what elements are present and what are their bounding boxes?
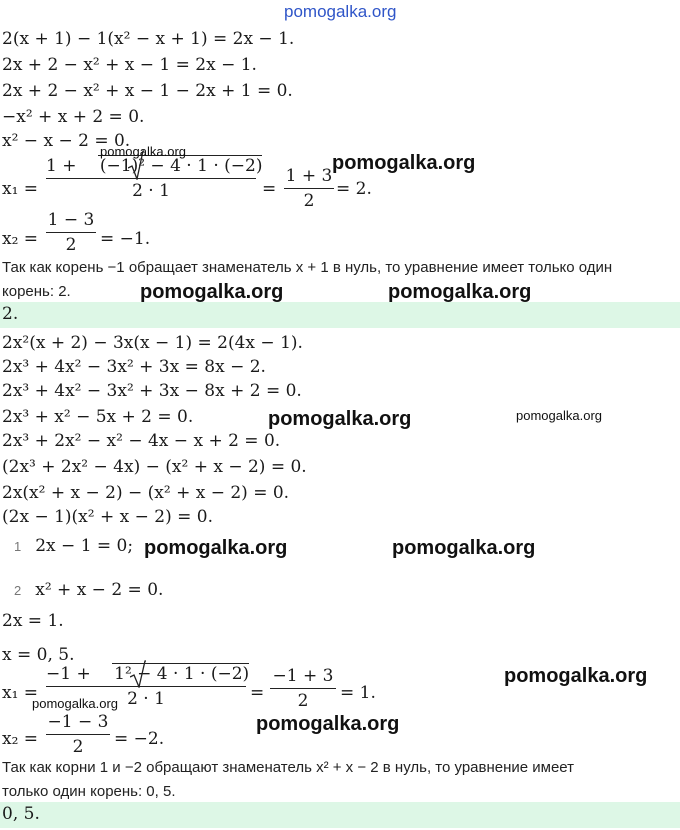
equation-line: 2x³ + 4x² − 3x² + 3x − 8x + 2 = 0. [2,381,302,401]
x2-result: = −1. [100,229,151,249]
watermark: pomogalka.org [504,665,648,687]
x2-numerator: −1 − 3 [47,712,109,732]
x2-denominator: 2 [72,737,84,757]
equation-line: −x² + x + 2 = 0. [2,107,145,127]
explanation-text: Так как корень −1 обращает знаменатель x + 1 в нуль, то уравнение имеет только один [2,259,613,276]
answer-value: 2. [2,304,19,324]
x1-denominator: 2 · 1 [127,689,165,709]
x2-numerator: 1 − 3 [47,210,95,230]
watermark: pomogalka.org [32,696,118,711]
list-item [14,536,133,556]
answer-box [0,302,680,328]
equation-line: 2x³ + 4x² − 3x² + 3x = 8x − 2. [2,357,266,377]
equation-line: 2(x + 1) − 1(x² − x + 1) = 2x − 1. [2,29,295,49]
x2-denominator: 2 [65,235,77,255]
list-item-expression: 2x − 1 = 0; [35,536,134,556]
watermark: pomogalka.org [516,408,602,423]
x1-fraction [46,156,263,201]
x2-label: x₂ = [2,729,39,749]
equation-line: 2x = 1. [2,611,64,631]
x1-numerator: 1 + 3 [285,166,333,186]
watermark: pomogalka.org [332,152,476,174]
list-item [14,580,163,600]
equation-line: x = 0, 5. [2,645,75,665]
x2-label: x₂ = [2,229,39,249]
watermark: pomogalka.org [388,281,532,303]
x1-denominator: 2 [303,191,315,211]
answer-box [0,802,680,828]
watermark: pomogalka.org [256,713,400,735]
x1-result: = 2. [336,179,372,199]
x2-fraction [46,210,96,255]
x1-numerator: −1 + 3 [272,666,334,686]
watermark: pomogalka.org [144,537,288,559]
x1-denominator: 2 · 1 [132,181,170,201]
x1-label: x₁ = [2,683,39,703]
x1-result: = 1. [340,683,376,703]
x2-result: = −2. [114,729,165,749]
x1-numerator-prefix: −1 + [46,664,91,684]
watermark: pomogalka.org [268,408,412,430]
equation-line: (2x³ + 2x² − 4x) − (x² + x − 2) = 0. [2,457,307,477]
equation-line: (2x − 1)(x² + x − 2) = 0. [2,507,213,527]
explanation-text: корень: 2. [2,283,71,300]
equation-line: 2x + 2 − x² + x − 1 − 2x + 1 = 0. [2,81,293,101]
sqrt-icon [130,660,146,688]
equation-line: 2x³ + 2x² − x² − 4x − x + 2 = 0. [2,431,281,451]
equation-line: 2x(x² + x − 2) − (x² + x − 2) = 0. [2,483,290,503]
watermark: pomogalka.org [392,537,536,559]
list-item-expression: x² + x − 2 = 0. [35,580,164,600]
x1-radicand: (−1)² − 4 · 1 · (−2) [99,156,263,176]
equals-sign: = [250,683,265,703]
equation-line: 2x²(x + 2) − 3x(x − 1) = 2(4x − 1). [2,333,303,353]
x2-fraction [46,712,110,757]
equals-sign: = [262,179,277,199]
x1-numerator-prefix: 1 + [46,156,77,176]
explanation-text: только один корень: 0, 5. [2,783,176,800]
equation-line: 2x³ + x² − 5x + 2 = 0. [2,407,194,427]
equation-line: 2x + 2 − x² + x − 1 = 2x − 1. [2,55,257,75]
x1-radicand: 1² − 4 · 1 · (−2) [114,664,250,684]
x1-fraction-simplified [284,166,334,211]
x1-fraction-simplified [270,666,336,711]
x1-denominator: 2 [297,691,309,711]
x1-label: x₁ = [2,179,39,199]
list-item-number: 2 [14,583,22,598]
watermark: pomogalka.org [100,144,186,159]
answer-value: 0, 5. [2,804,40,824]
watermark-header[interactable]: pomogalka.org [284,2,397,21]
watermark: pomogalka.org [140,281,284,303]
explanation-text: Так как корни 1 и −2 обращают знаменатель x² + x − 2 в нуль, то уравнение имеет [2,759,575,776]
list-item-number: 1 [14,539,22,554]
equation-line: x² − x − 2 = 0. [2,131,131,151]
